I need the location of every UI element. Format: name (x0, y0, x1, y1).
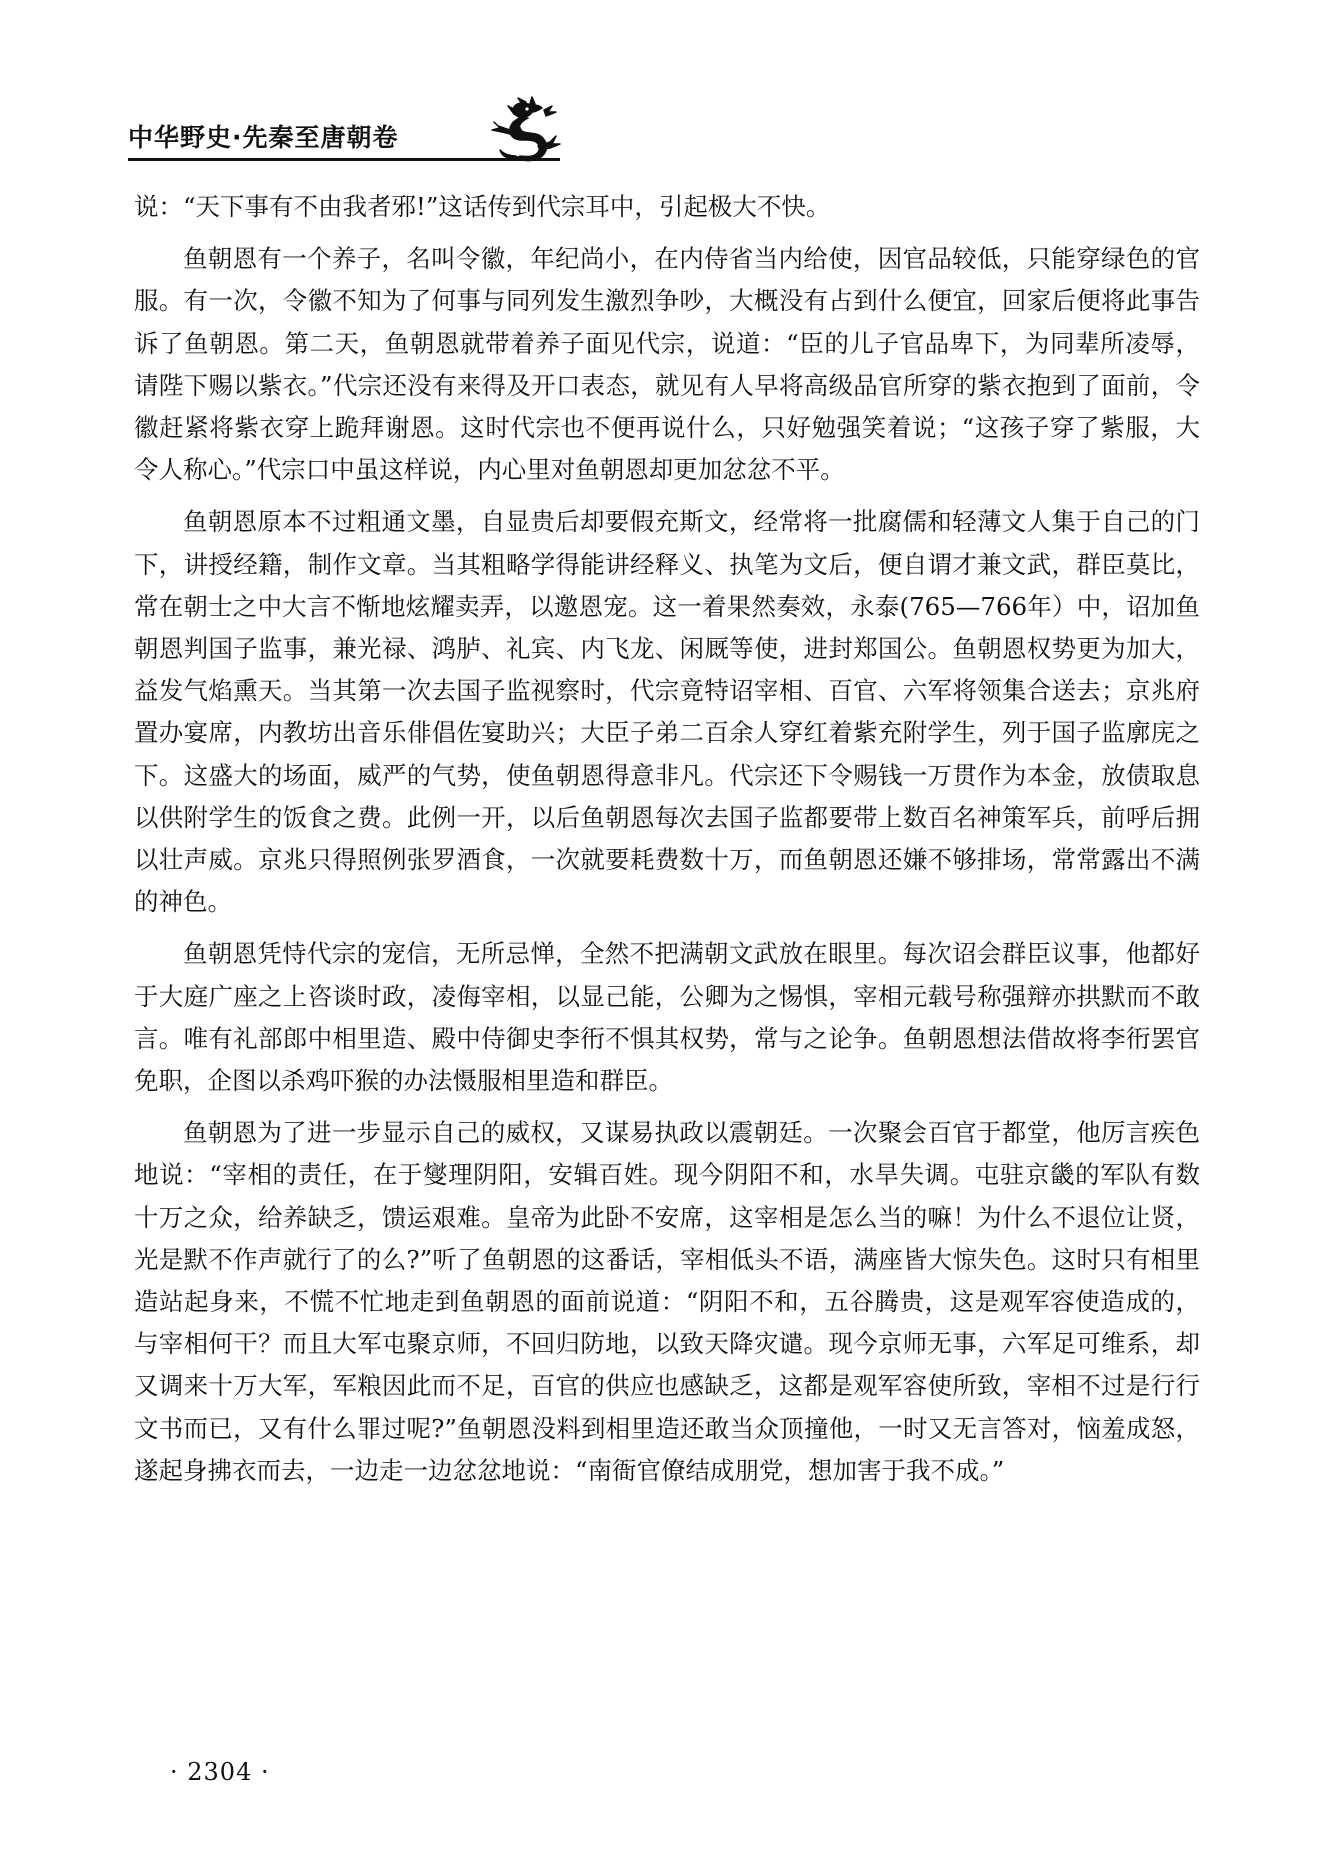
header-title: 中华野史·先秦至唐朝卷 (128, 123, 399, 152)
paragraph: 鱼朝恩凭恃代宗的宠信，无所忌惮，全然不把满朝文武放在眼里。每次诏会群臣议事，他都好于大庭广座之上咨谈时政，凌侮宰相，以显己能，公卿为之惕惧，宰相元载号称强辩亦拱默而不敢言。唯有礼部郎中相里造、殿中侍御史李衎不惧其权势，常与之论争。鱼朝恩想法借故将李衎罢官免职，企图以杀鸡吓猴的办法慑服相里造和群臣。 (134, 939, 1200, 1096)
paragraph: 鱼朝恩原本不过粗通文墨，自显贵后却要假充斯文，经常将一批腐儒和轻薄文人集于自己的门下，讲授经籍，制作文章。当其粗略学得能讲经释义、执笔为文后，便自谓才兼文武，群臣莫比，常在朝士之中大言不惭地炫耀卖弄，以邀恩宠。这一着果然奏效，永泰(765—766年）中，诏加鱼朝恩判国子监事，兼光禄、鸿胪、礼宾、内飞龙、闲厩等使，进封郑国公。鱼朝恩权势更为加大，益发气焰熏天。当其第一次去国子监视察时，代宗竟特诏宰相、百官、六军将领集合送去；京兆府置办宴席，内教坊出音乐俳倡佐宴助兴；大臣子弟二百余人穿红着紫充附学生，列于国子监廓庑之下。这盛大的场面，威严的气势，使鱼朝恩得意非凡。代宗还下令赐钱一万贯作为本金，放债取息以供附学生的饭食之费。此例一开，以后鱼朝恩每次去国子监都要带上数百名神策军兵，前呼后拥以壮声威。京兆只得照例张罗酒食，一次就要耗费数十万，而鱼朝恩还嫌不够排场，常常露出不满的神色。 (134, 507, 1200, 917)
dragon-icon (480, 96, 572, 166)
paragraph: 鱼朝恩有一个养子，名叫令徽，年纪尚小，在内侍省当内给使，因官品较低，只能穿绿色的官服。有一次，令徽不知为了何事与同列发生激烈争吵，大概没有占到什么便宜，回家后便将此事告诉了鱼朝恩。第二天，鱼朝恩就带着养子面见代宗，说道：“臣的儿子官品卑下，为同辈所凌辱，请陛下赐以紫衣。”代宗还没有来得及开口表态，就见有人早将高级品官所穿的紫衣抱到了面前，令徽赶紧将紫衣穿上跪拜谢恩。这时代宗也不便再说什么，只好勉强笑着说；“这孩子穿了紫服，大令人称心。”代宗口中虽这样说，内心里对鱼朝恩却更加忿忿不平。 (134, 244, 1200, 485)
paragraph: 说：“天下事有不由我者邪!”这话传到代宗耳中，引起极大不快。 (134, 192, 831, 221)
page-number: · 2304 · (170, 1758, 270, 1786)
paragraph: 鱼朝恩为了进一步显示自己的威权，又谋易执政以震朝廷。一次聚会百官于都堂，他厉言疾色地说：“宰相的责任，在于燮理阴阳，安辑百姓。现今阴阳不和，水旱失调。屯驻京畿的军队有数十万之众，给养缺乏，馈运艰难。皇帝为此卧不安席，这宰相是怎么当的嘛！为什么不退位让贤，光是默不作声就行了的么?”听了鱼朝恩的这番话，宰相低头不语，满座皆大惊失色。这时只有相里造站起身来，不慌不忙地走到鱼朝恩的面前说道：“阴阳不和，五谷腾贵，这是观军容使造成的，与宰相何干？而且大军屯聚京师，不回归防地，以致天降灾谴。现今京师无事，六军足可维系，却又调来十万大军，军粮因此而不足，百官的供应也感缺乏，这都是观军容使所致，宰相不过是行行文书而已，又有什么罪过呢?”鱼朝恩没料到相里造还敢当众顶撞他，一时又无言答对，恼羞成怒，遂起身拂衣而去，一边走一边忿忿地说：“南衙官僚结成朋党，想加害于我不成。” (134, 1118, 1200, 1485)
header-rule (128, 158, 560, 161)
body-text (134, 186, 1200, 1502)
